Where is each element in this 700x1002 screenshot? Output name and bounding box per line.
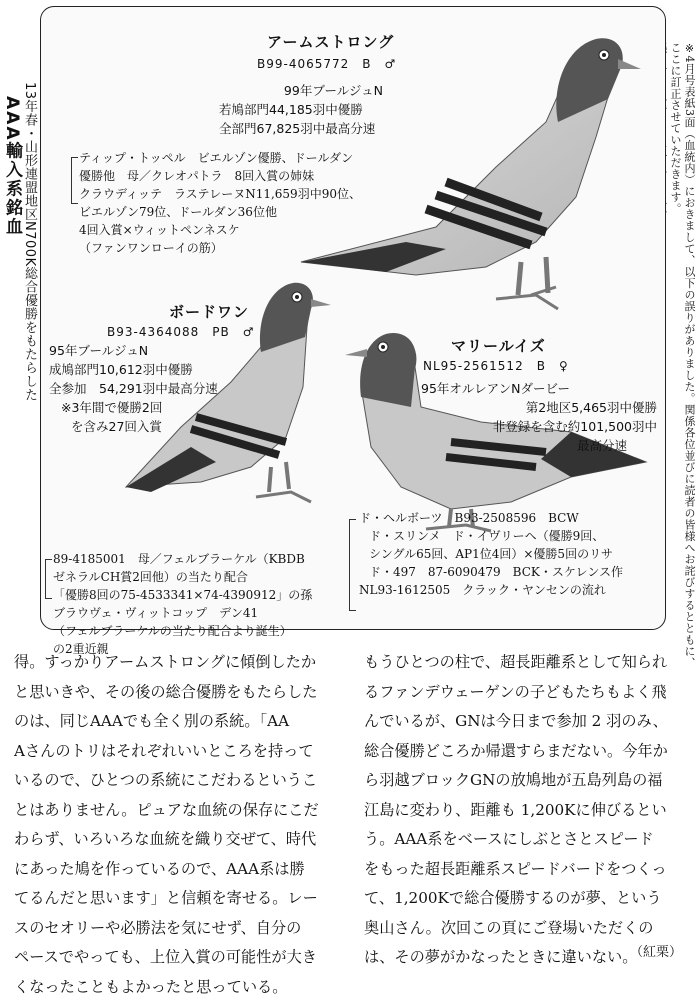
article-line: にあった鳩を作っているので、AAA系は勝	[14, 855, 334, 885]
bordoin-ped-1: 89-4185001 母／フェルブラーケル（KBDB	[53, 550, 312, 568]
bordoin-record-3: 全参加 54,291羽中最高分速	[49, 379, 218, 398]
armstrong-ped-5: 4回入賞×ウィットペンネスケ	[79, 221, 361, 239]
article-line: 江島に変わり、距離も 1,200Kに伸びるとい	[364, 796, 684, 826]
armstrong-record-3: 全部門67,825羽中最高分速	[219, 119, 375, 138]
bordoin-record-4: ※3年間で優勝2回	[49, 398, 218, 417]
pedigree-panel	[40, 6, 666, 630]
marylouise-pedigree	[359, 509, 623, 599]
armstrong-ped-6: （ファンワンローイの筋）	[79, 239, 361, 257]
article-line: てるんだと思います」と信頼を寄せる。レー	[14, 884, 334, 914]
armstrong-records	[255, 81, 383, 100]
article-line: スのセオリーや必勝法を気にせず、自分の	[14, 914, 334, 944]
bordoin-name: ボードワン	[169, 301, 249, 322]
armstrong-ped-4: ビエルゾン79位、ドールダン36位他	[79, 203, 361, 221]
article-line: 得。すっかりアームストロングに傾倒したか	[14, 648, 334, 678]
marylouise-record-3: 非登録を含む約101,500羽中	[421, 417, 657, 436]
marylouise-ped-1: ド・ヘルボーツ B93-2508596 BCW	[359, 509, 623, 527]
article-right-column	[364, 648, 684, 973]
armstrong-name: アームストロング	[267, 31, 394, 52]
marylouise-records	[421, 379, 657, 455]
article-line: 総合優勝どころか帰還すらまだない。今年か	[364, 737, 684, 767]
marylouise-ped-5: NL93-1612505 クラック・ヤンセンの流れ	[359, 581, 623, 599]
article-line: もうひとつの柱で、超長距離系として知られ	[364, 648, 684, 678]
marylouise-ped-3: シングル65回、AP1位4回）×優勝5回のリサ	[359, 545, 623, 563]
article-line: くなったこともよかったと思っている。	[14, 973, 334, 1002]
bordoin-record-2: 成鳩部門10,612羽中優勝	[49, 360, 218, 379]
article-line: 奥山さん。次回この頁にご登場いただくの	[364, 914, 684, 944]
marylouise-record-4: 最高分速	[421, 436, 657, 455]
correction-line2: ここに訂正させていただきます。	[669, 42, 682, 215]
marylouise-ring: NL95-2561512 B ♀	[423, 357, 569, 374]
armstrong-ring: B99-4065772 B ♂	[257, 55, 396, 72]
bordoin-ped-3: 「優勝8回の75-4533341×74-4390912」の孫	[53, 586, 312, 604]
armstrong-bracket	[71, 157, 78, 204]
article-line: う。AAA系をベースにしぶとさとスピード	[364, 825, 684, 855]
article-line: をもった超長距離系スピードバードをつくっ	[364, 855, 684, 885]
armstrong-ped-2: 優勝他 母／クレオパトラ 8回入賞の姉妹	[79, 167, 361, 185]
article-line: のは、同じAAAでも全く別の系統。「AA	[14, 707, 334, 737]
armstrong-record-1: 99年ブールジュN	[255, 81, 383, 100]
armstrong-records-cont	[219, 100, 375, 138]
side-title-line1: 13年春・山形連盟地区N700K総合優勝をもたらした	[22, 82, 37, 402]
bordoin-ring: B93-4364088 PB ♂	[107, 323, 255, 340]
marylouise-record-1: 95年オルレアンNダービー	[421, 379, 657, 398]
armstrong-ped-1: ティップ・トッペル ビエルゾン優勝、ドールダン	[79, 149, 361, 167]
correction-line1: ※4月号表紙3面（血統内）におきまして、以下の誤りがありました。関係各位並びに読者の皆様へお詫びするとともに、	[683, 42, 696, 669]
bordoin-ped-5: （フェルブラーケルの当たり配合より誕生）	[53, 622, 312, 640]
article-line: Aさんのトリはそれぞれいいところを持って	[14, 737, 334, 767]
marylouise-bracket	[349, 519, 356, 611]
article-credit: （紅栗）	[630, 941, 682, 960]
bordoin-record-5: を含み27回入賞	[49, 417, 218, 436]
article-line: るファンデウェーゲンの子どもたちもよく飛	[364, 678, 684, 708]
armstrong-record-2: 若鳩部門44,185羽中優勝	[219, 100, 375, 119]
article-line: は、その夢がかなったときに違いない。	[364, 943, 684, 973]
article-line: と思いきや、その後の総合優勝をもたらした	[14, 678, 334, 708]
article-line: ペースでやっても、上位入賞の可能性が大き	[14, 943, 334, 973]
article-line: いるので、ひとつの系統にこだわるというこ	[14, 766, 334, 796]
bordoin-ped-4: ブラウヴェ・ヴィットコップ デン41	[53, 604, 312, 622]
armstrong-pedigree	[79, 149, 361, 257]
marylouise-ped-2: ド・スリンメ ド・イヴリーヘ（優勝9回、	[359, 527, 623, 545]
article-line: て、1,200Kで総合優勝するのが夢、という	[364, 884, 684, 914]
bordoin-ped-6: の2重近親	[53, 640, 312, 658]
article-line: ら羽越ブロックGNの放鳩地が五島列島の福	[364, 766, 684, 796]
bordoin-records	[49, 341, 218, 436]
bordoin-bracket	[45, 559, 52, 599]
article-line: わらず、いろいろな血統を織り交ぜて、時代	[14, 825, 334, 855]
article-line: とはありません。ピュアな血統の保存にこだ	[14, 796, 334, 826]
marylouise-name: マリールイズ	[451, 335, 546, 356]
bordoin-record-1: 95年ブールジュN	[49, 341, 218, 360]
article-left-column	[14, 648, 334, 1002]
bordoin-ped-2: ゼネラルCH賞2回他）の当たり配合	[53, 568, 312, 586]
marylouise-record-2: 第2地区5,465羽中優勝	[421, 398, 657, 417]
side-title	[3, 82, 38, 402]
armstrong-ped-3: クラウディッテ ラステレーヌN11,659羽中90位、	[79, 185, 361, 203]
side-title-line2: AAA輸入系銘血	[3, 96, 20, 236]
marylouise-ped-4: ド・497 87-6090479 BCK・スケレンス作	[359, 563, 623, 581]
bordoin-pedigree	[53, 550, 312, 658]
article-line: んでいるが、GNは今日まで参加 2 羽のみ、	[364, 707, 684, 737]
